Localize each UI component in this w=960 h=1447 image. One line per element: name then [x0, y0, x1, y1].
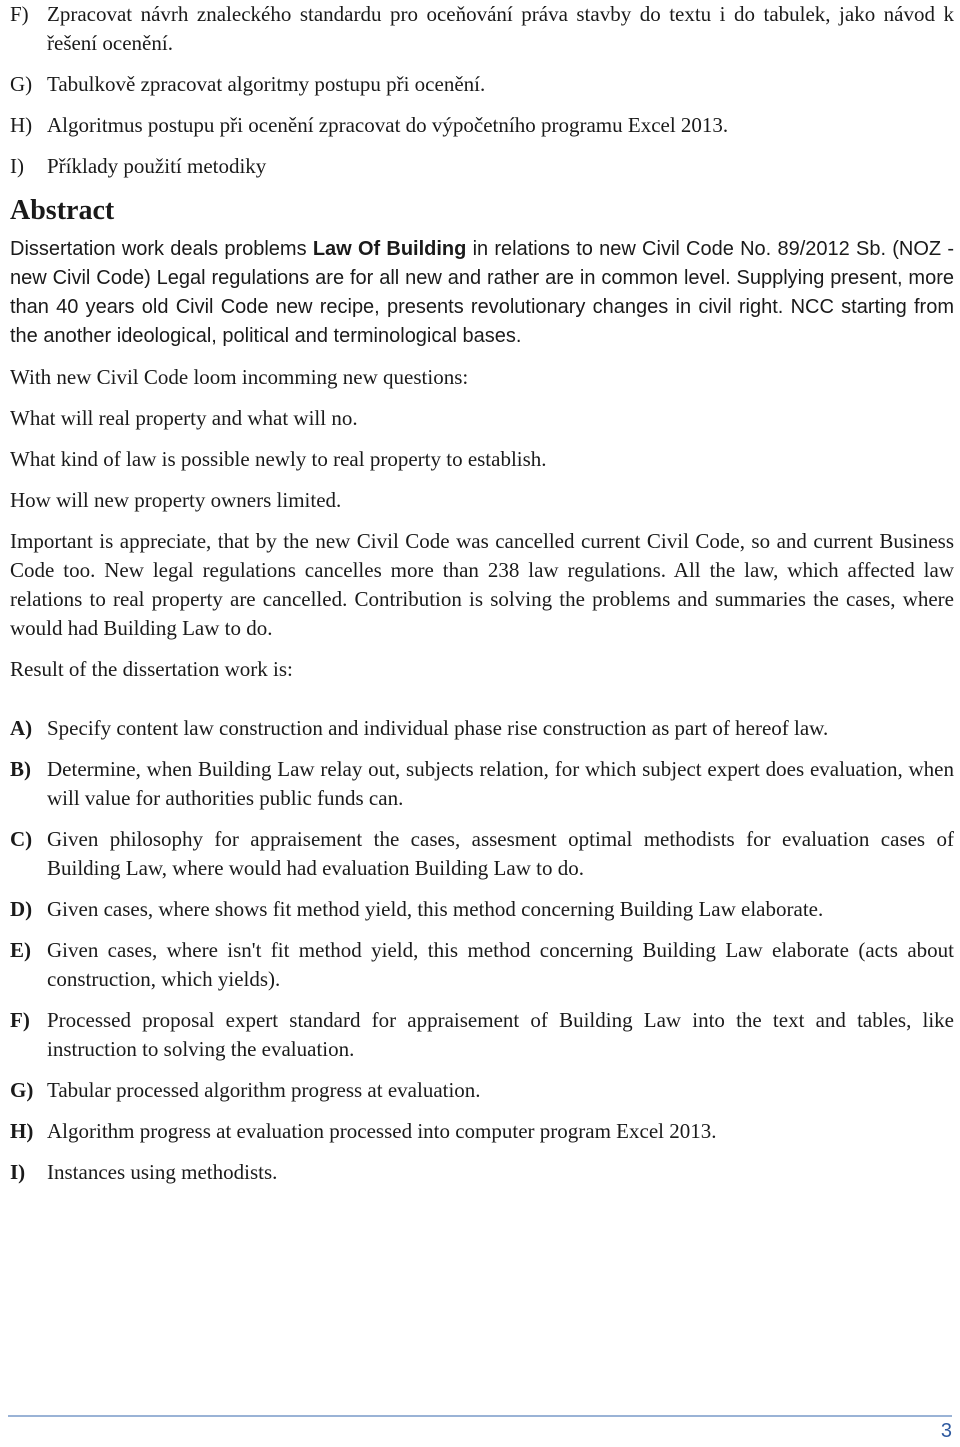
document-page — [10, 0, 954, 1199]
abstract-intro — [10, 235, 954, 351]
list-item-text: Příklady použití metodiky — [47, 154, 267, 178]
important-paragraph: Important is appreciate, that by the new Civil Code was cancelled current Civil Code, so and current Business Code too. New legal regulations cancelles more than 238 law regulations. All the law, which affected law relations to real property are cancelled. Contribution is solving the problems and summaries the cases, where would had Building Law to do. — [10, 529, 954, 640]
list-item-text: Tabulkově zpracovat algoritmy postupu při ocenění. — [47, 72, 486, 96]
list-item — [10, 1117, 954, 1146]
list-item — [10, 0, 954, 58]
result-list — [10, 714, 954, 1187]
list-marker: G) — [10, 72, 33, 96]
list-marker: D) — [10, 897, 33, 921]
list-item-text: Tabular processed algorithm progress at evaluation. — [47, 1078, 481, 1102]
list-item — [10, 70, 954, 99]
list-marker: C) — [10, 827, 33, 851]
question-3: How will new property owners limited. — [10, 488, 342, 512]
list-item — [10, 1076, 954, 1105]
list-item-text: Algorithm progress at evaluation processed into computer program Excel 2013. — [47, 1119, 717, 1143]
page-number: 3 — [940, 1420, 952, 1442]
list-item-text: Specify content law construction and individual phase rise construction as part of hereof law. — [47, 716, 829, 740]
list-item-text: Given philosophy for appraisement the cases, assesment optimal methodists for evaluation cases of Building Law, where would had evaluation Building Law to do. — [47, 827, 954, 880]
list-marker: B) — [10, 757, 31, 781]
list-marker: F) — [10, 2, 29, 26]
list-marker: F) — [10, 1008, 30, 1032]
list-item-text: Given cases, where isn't fit method yield, this method concerning Building Law elaborate (acts about construction, which yields). — [47, 938, 954, 991]
footer-rule — [8, 1415, 952, 1417]
list-item — [10, 755, 954, 813]
list-marker: A) — [10, 716, 33, 740]
list-marker: I) — [10, 154, 24, 178]
list-marker: H) — [10, 113, 33, 137]
list-marker: E) — [10, 938, 31, 962]
list-item — [10, 1158, 954, 1187]
list-marker: I) — [10, 1160, 26, 1184]
list-item — [10, 936, 954, 994]
list-marker: G) — [10, 1078, 34, 1102]
abstract-intro-part2: in relations to new Civil Code No. 89/2012 Sb. (NOZ - new Civil Code) Legal regulations are for all new and rather are in common level. Supplying present, more than 40 years old Civil Code new recipe, presents revolutionary changes in civil right. NCC starting from the another ideological, political and terminological bases. — [10, 238, 954, 347]
question-1: What will real property and what will no. — [10, 406, 358, 430]
list-item-text: Zpracovat návrh znaleckého standardu pro oceňování práva stavby do textu i do tabulek, jako návod k řešení ocenění. — [47, 2, 954, 55]
question-2: What kind of law is possible newly to real property to establish. — [10, 447, 547, 471]
list-item — [10, 111, 954, 140]
list-item-text: Instances using methodists. — [47, 1160, 278, 1184]
list-item-text: Algoritmus postupu při ocenění zpracovat do výpočetního programu Excel 2013. — [47, 113, 729, 137]
result-intro: Result of the dissertation work is: — [10, 657, 293, 681]
abstract-heading: Abstract — [10, 195, 115, 226]
list-item-text: Given cases, where shows fit method yield, this method concerning Building Law elaborate. — [47, 897, 824, 921]
czech-goals-list — [10, 0, 954, 181]
abstract-intro-part1: Dissertation work deals problems — [10, 238, 313, 260]
list-item-text: Processed proposal expert standard for appraisement of Building Law into the text and tables, like instruction to solving the evaluation. — [47, 1008, 954, 1061]
list-item — [10, 714, 954, 743]
list-item — [10, 152, 954, 181]
list-item — [10, 895, 954, 924]
list-item — [10, 825, 954, 883]
list-item-text: Determine, when Building Law relay out, subjects relation, for which subject expert does evaluation, when will value for authorities public funds can. — [47, 757, 954, 810]
abstract-intro-bold: Law Of Building — [312, 238, 467, 260]
questions-intro: With new Civil Code loom incomming new questions: — [10, 365, 469, 389]
list-item — [10, 1006, 954, 1064]
list-marker: H) — [10, 1119, 34, 1143]
